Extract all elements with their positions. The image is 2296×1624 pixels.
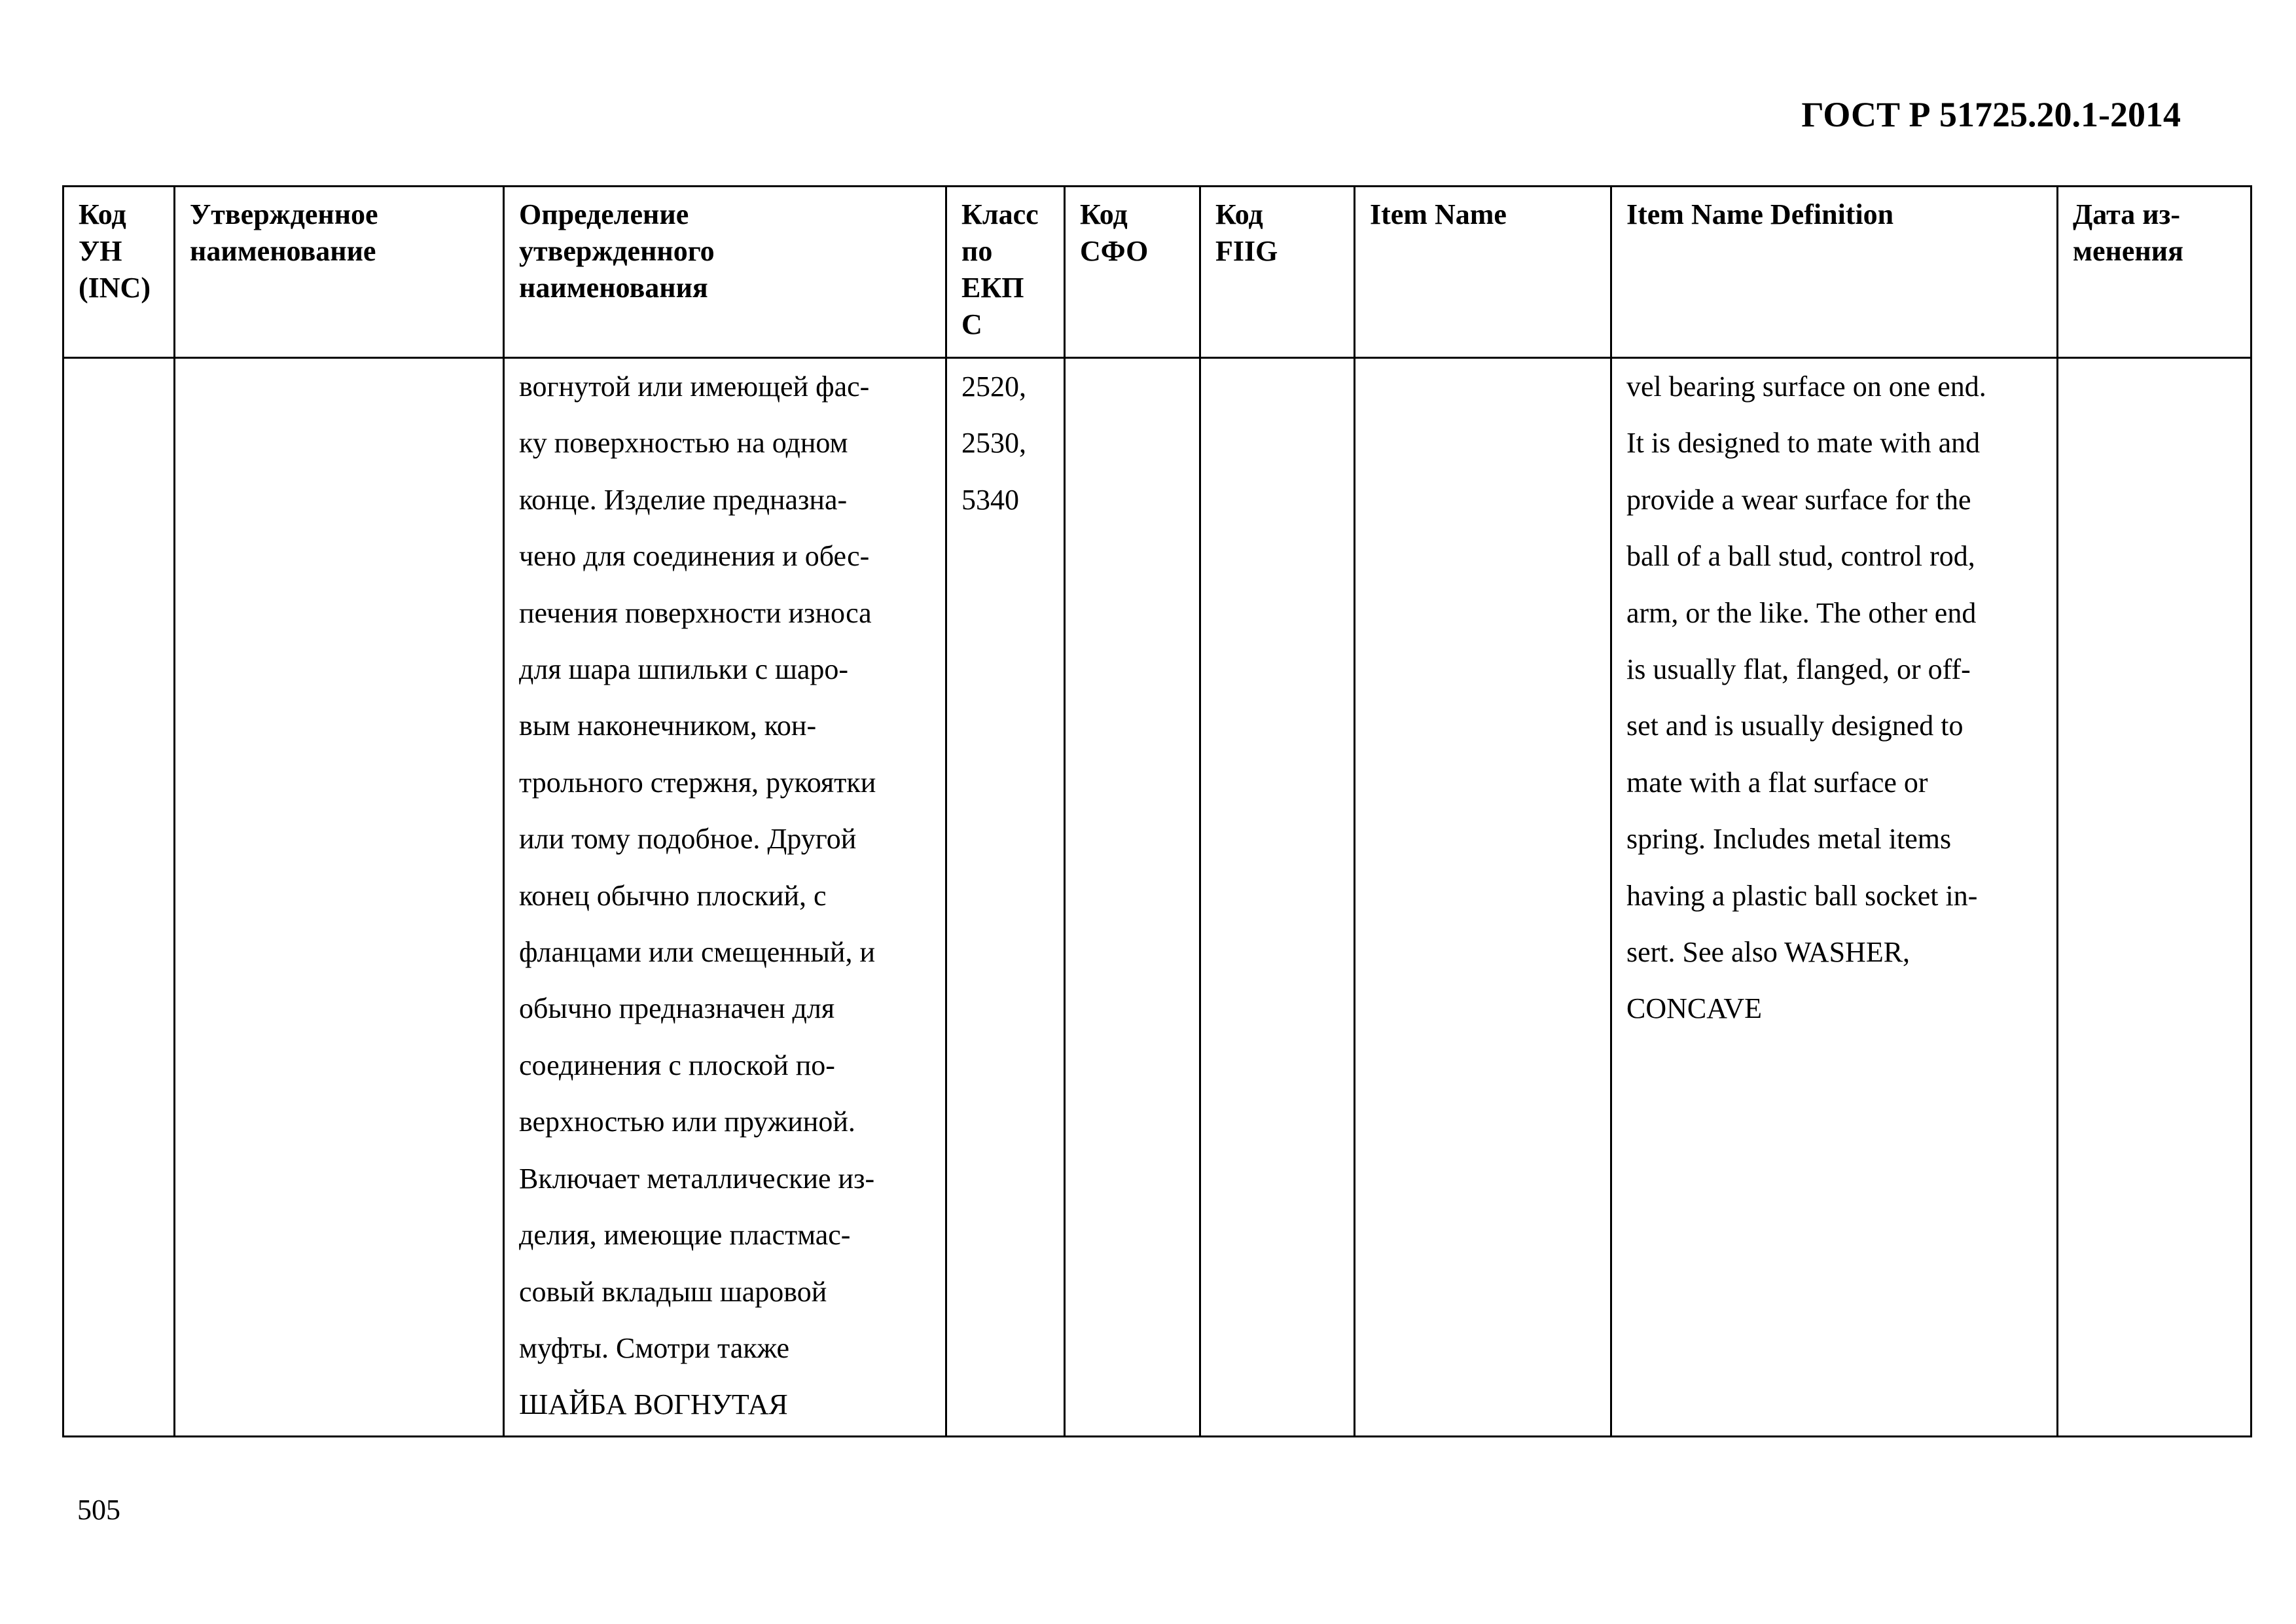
cell-approved-name — [175, 358, 504, 1437]
cell-item-name-definition: vel bearing surface on one end. It is designed to mate with and provide a wear surface for the ball of a ball stud, control rod, arm, or the like. The other end is usually flat, flanged, or off- set and is usually designed to mate with a flat surface or spring. Includes metal items having a plastic ball socket in- sert. See also WASHER, CONCAVE — [1611, 358, 2058, 1437]
cell-sfo-code — [1065, 358, 1200, 1437]
table-header-row — [63, 187, 2251, 358]
cell-item-name — [1355, 358, 1611, 1437]
header-ekps-class: Класс по ЕКП С — [946, 187, 1065, 358]
cell-change-date — [2058, 358, 2251, 1437]
header-fiig-code: Код FIIG — [1200, 187, 1355, 358]
cell-ekps-class: 2520, 2530, 5340 — [946, 358, 1065, 1437]
page-number: 505 — [77, 1494, 120, 1526]
header-approved-name: Утвержденное наименование — [175, 187, 504, 358]
cell-inc-code — [63, 358, 175, 1437]
classifier-table — [62, 185, 2252, 1437]
header-sfo-code: Код СФО — [1065, 187, 1200, 358]
table-row — [63, 358, 2251, 1437]
cell-fiig-code — [1200, 358, 1355, 1437]
header-definition: Определение утвержденного наименования — [504, 187, 946, 358]
header-item-name: Item Name — [1355, 187, 1611, 358]
standard-designation: ГОСТ Р 51725.20.1-2014 — [1801, 95, 2181, 134]
header-change-date: Дата из- менения — [2058, 187, 2251, 358]
cell-definition: вогнутой или имеющей фас- ку поверхностью на одном конце. Изделие предназна- чено для соединения и обес- печения поверхности износа для шара шпильки с шаро- вым наконечником, кон- трольного стержня, рукоятки или тому подобное. Другой конец обычно плоский, с фланцами или смещенный, и обычно предназначен для соединения с плоской по- верхностью или пружиной. Включает металлические из- делия, имеющие пластмас- совый вкладыш шаровой муфты. Смотри также ШАЙБА ВОГНУТАЯ — [504, 358, 946, 1437]
header-inc-code: Код УН (INC) — [63, 187, 175, 358]
header-item-name-definition: Item Name Definition — [1611, 187, 2058, 358]
